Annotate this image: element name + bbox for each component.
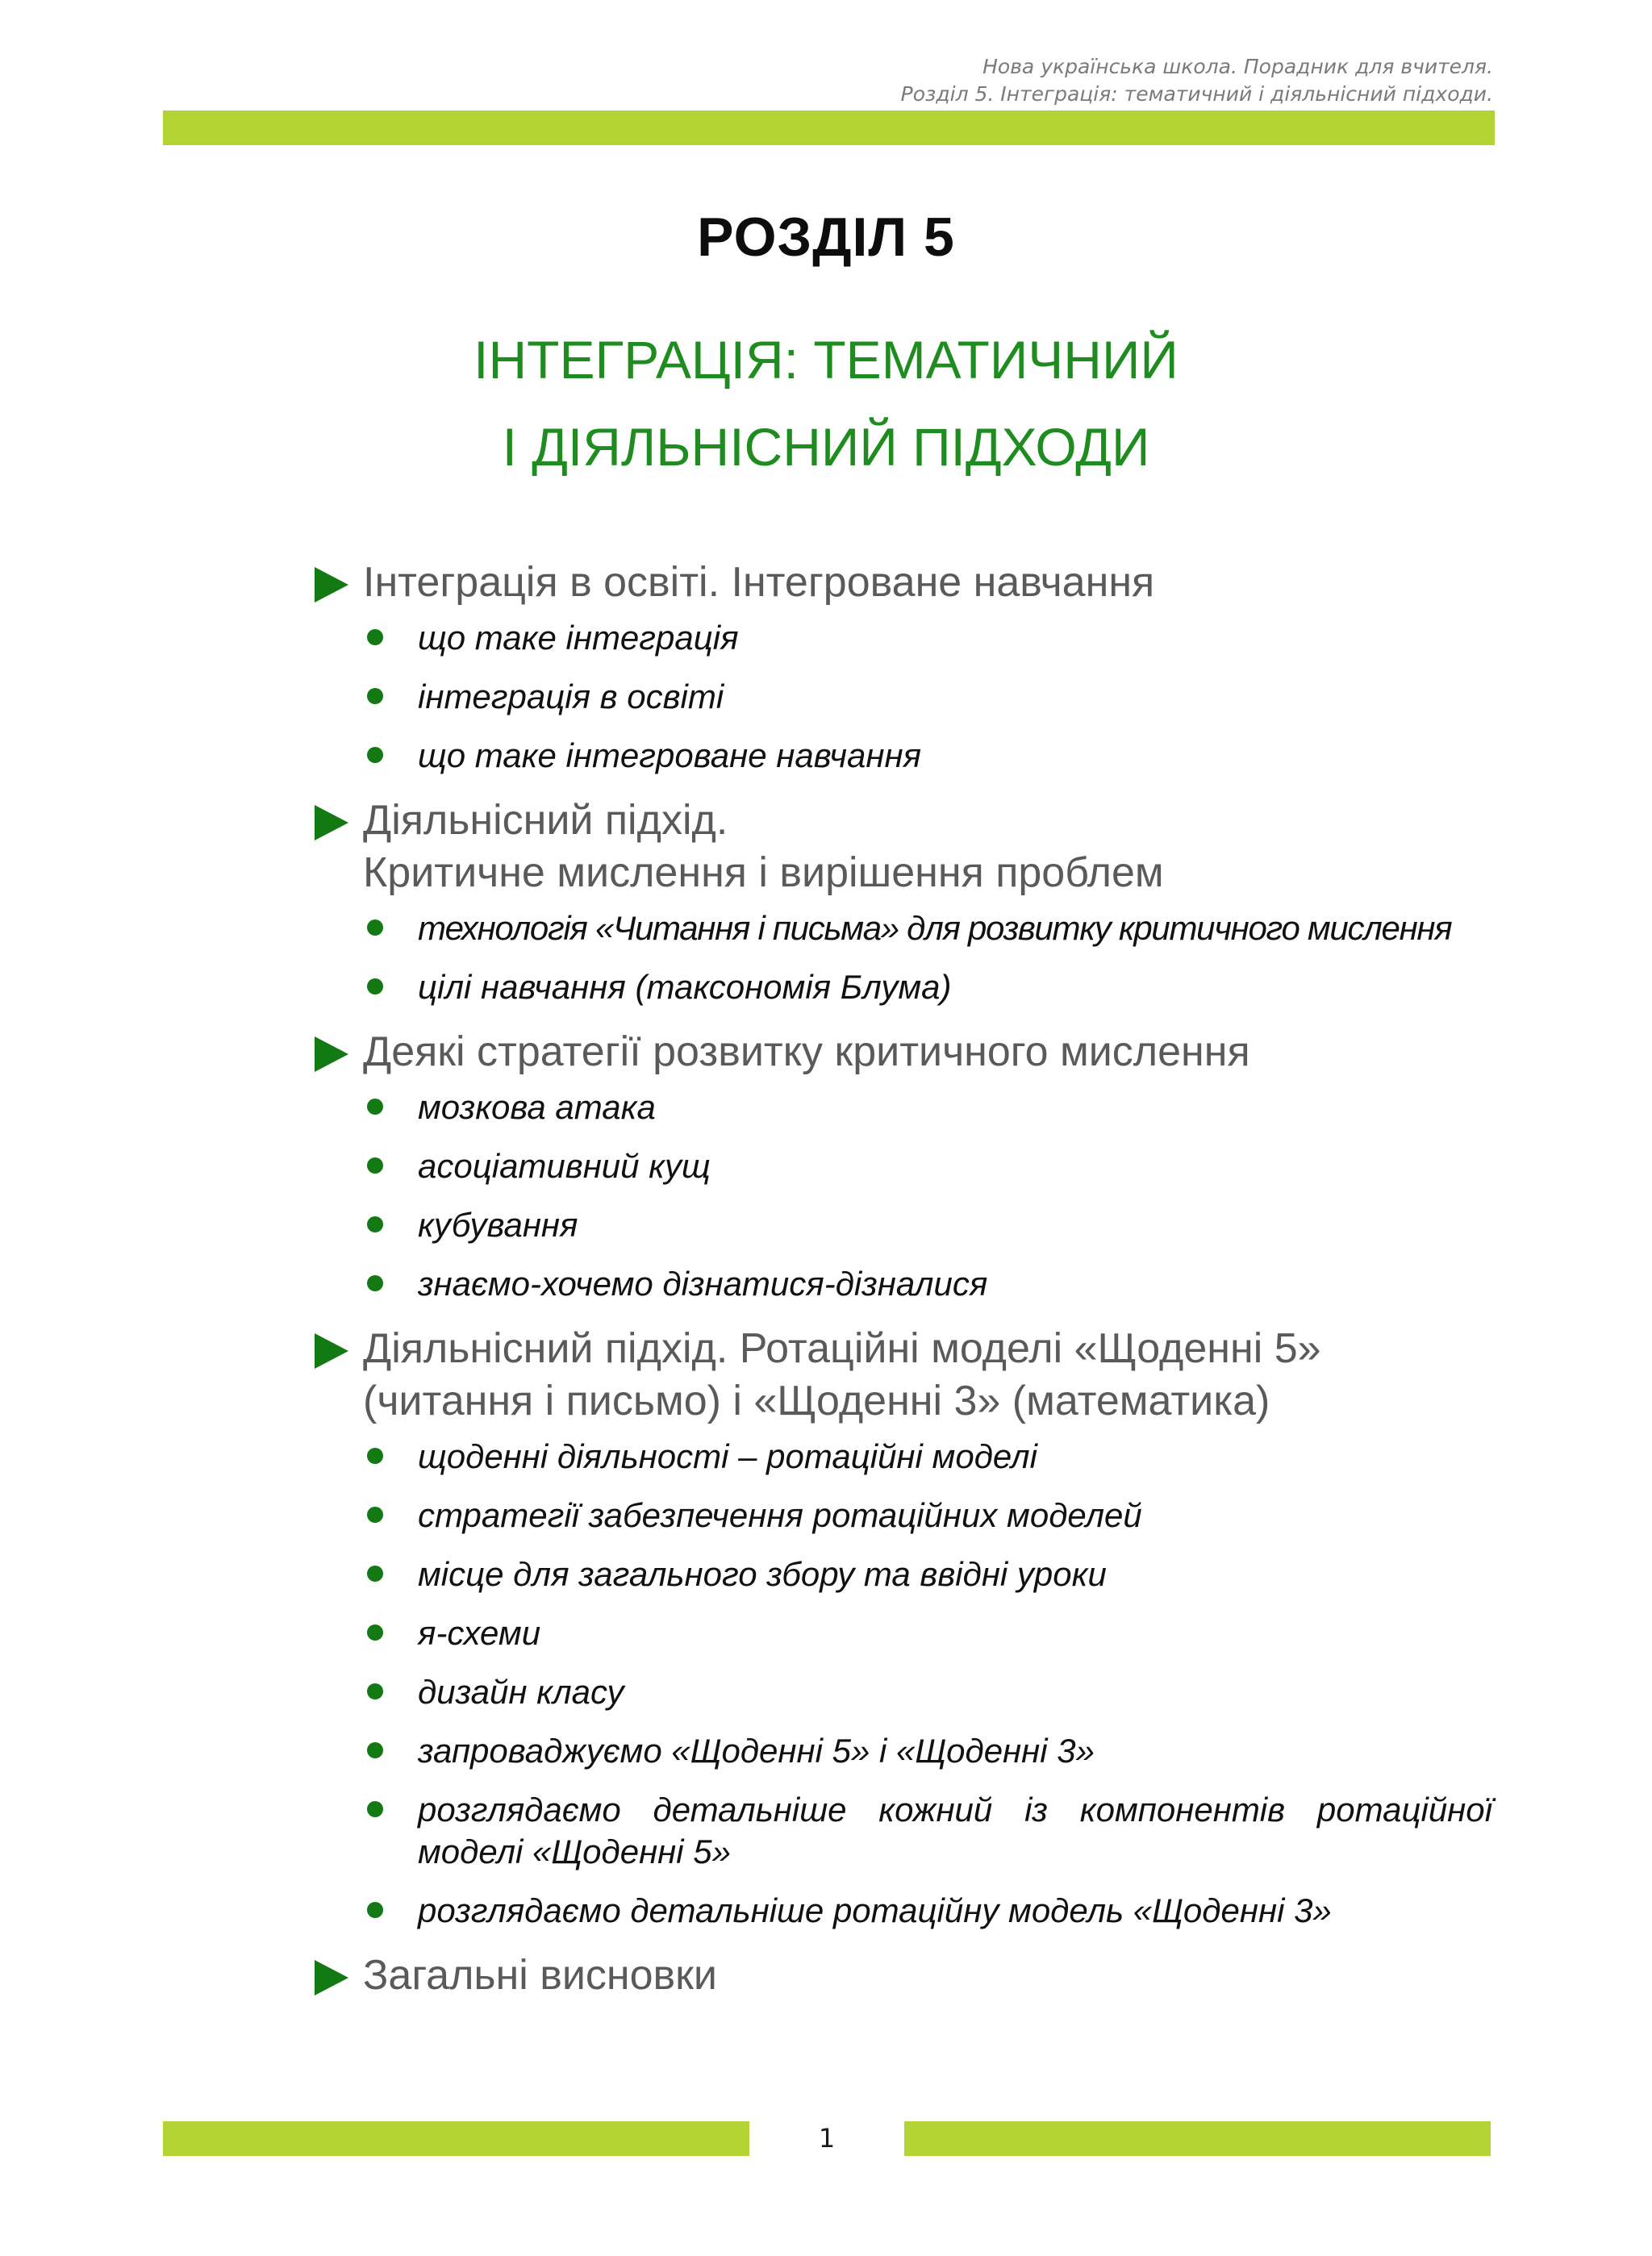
section-heading-text: Деякі стратегії розвитку критичного мислення: [363, 1028, 1250, 1075]
bullet-icon: [367, 1566, 383, 1582]
list-item: [315, 1495, 1492, 1537]
section-heading-line-2: Критичне мислення і вирішення проблем: [363, 849, 1164, 896]
list-item-text: що таке інтегроване навчання: [418, 736, 922, 774]
list-item: [315, 1086, 1492, 1128]
running-header-line-2: Розділ 5. Інтеграція: тематичний і діяльнісний підходи.: [900, 82, 1493, 106]
bullet-icon: [367, 1099, 383, 1115]
triangle-arrow-icon: [315, 1333, 348, 1369]
list-item-text: асоціативний кущ: [418, 1147, 711, 1185]
list-item: [315, 907, 1492, 949]
list-item: [315, 617, 1492, 659]
list-item-text: щоденні діяльності – ротаційні моделі: [418, 1437, 1037, 1475]
list-item: [315, 966, 1492, 1008]
bullet-icon: [367, 1624, 383, 1641]
bullet-icon: [367, 688, 383, 704]
list-item: [315, 1612, 1492, 1654]
page-number: 1: [818, 2123, 836, 2154]
table-of-contents: [315, 557, 1492, 2010]
section-items: [315, 907, 1492, 1008]
bullet-icon: [367, 1275, 383, 1291]
list-item: [315, 1671, 1492, 1713]
list-item: [315, 1730, 1492, 1772]
bullet-icon: [367, 629, 383, 645]
bullet-icon: [367, 1801, 383, 1817]
chapter-title-line-1: ІНТЕГРАЦІЯ: ТЕМАТИЧНИЙ: [473, 330, 1179, 390]
triangle-arrow-icon: [315, 1960, 348, 1995]
list-item-text: кубування: [418, 1206, 578, 1244]
chapter-label: РОЗДІЛ 5: [697, 206, 955, 268]
triangle-arrow-icon: [315, 805, 348, 840]
list-item: [315, 1436, 1492, 1478]
bullet-icon: [367, 1507, 383, 1523]
list-item-text-line-1: розглядаємо детальніше кожний із компонентів ротаційної: [418, 1791, 1492, 1829]
bullet-icon: [367, 978, 383, 995]
bullet-icon: [367, 747, 383, 763]
section-heading-text: Загальні висновки: [363, 1952, 717, 1999]
bullet-icon: [367, 1157, 383, 1174]
list-item-text: знаємо-хочемо дізнатися-дізналися: [418, 1265, 988, 1303]
toc-section-1: [315, 557, 1492, 777]
bottom-accent-bar-right: [904, 2121, 1491, 2156]
section-heading: [315, 1026, 1492, 1078]
section-heading: [315, 794, 1492, 899]
section-heading-line-1: Діяльнісний підхід. Ротаційні моделі «Щоденні 5»: [363, 1325, 1321, 1372]
section-heading-line-1: Діяльнісний підхід.: [363, 797, 728, 844]
section-heading-text: Інтеграція в освіті. Інтегроване навчання: [363, 559, 1155, 606]
list-item-text: запроваджуємо «Щоденні 5» і «Щоденні 3»: [418, 1732, 1095, 1770]
toc-section-5: [315, 1950, 1492, 2002]
bullet-icon: [367, 1742, 383, 1758]
section-heading-line-2: (читання і письмо) і «Щоденні 3» (математика): [363, 1378, 1270, 1424]
toc-section-4: [315, 1323, 1492, 1932]
section-items: [315, 1436, 1492, 1932]
section-items: [315, 1086, 1492, 1305]
chapter-title: [0, 316, 1652, 490]
list-item-text: мозкова атака: [418, 1088, 656, 1126]
list-item-text-line-2: моделі «Щоденні 5»: [418, 1833, 732, 1870]
toc-section-3: [315, 1026, 1492, 1305]
bullet-icon: [367, 919, 383, 936]
list-item: [315, 1145, 1492, 1187]
list-item-text: технологія «Читання і письма» для розвитку критичного мислення: [418, 909, 1452, 947]
section-heading: [315, 1323, 1492, 1428]
chapter-title-line-2: І ДІЯЛЬНІСНИЙ ПІДХОДИ: [502, 417, 1150, 477]
bullet-icon: [367, 1683, 383, 1699]
list-item-text: стратегії забезпечення ротаційних моделей: [418, 1496, 1142, 1534]
list-item: [315, 1890, 1492, 1932]
section-heading: [315, 1950, 1492, 2002]
list-item-text: дизайн класу: [418, 1673, 624, 1711]
list-item-text: цілі навчання (таксономія Блума): [418, 968, 952, 1006]
list-item-text: я-схеми: [418, 1614, 541, 1652]
list-item: [315, 1204, 1492, 1246]
list-item: [315, 1263, 1492, 1305]
list-item-text: місце для загального збору та ввідні уроки: [418, 1555, 1107, 1593]
toc-section-2: [315, 794, 1492, 1008]
triangle-arrow-icon: [315, 567, 348, 603]
bullet-icon: [367, 1902, 383, 1918]
bullet-icon: [367, 1448, 383, 1464]
section-items: [315, 617, 1492, 777]
running-header-line-1: Нова українська школа. Порадник для вчителя.: [982, 55, 1493, 78]
list-item: [315, 1789, 1492, 1873]
list-item: [315, 676, 1492, 718]
top-accent-bar: [163, 111, 1495, 145]
section-heading: [315, 557, 1492, 609]
list-item-text: інтеграція в освіті: [418, 678, 724, 715]
triangle-arrow-icon: [315, 1036, 348, 1072]
running-header: [364, 53, 1493, 108]
bottom-accent-bar-left: [163, 2121, 749, 2156]
list-item-text: що таке інтеграція: [418, 619, 739, 657]
list-item: [315, 1553, 1492, 1595]
list-item: [315, 735, 1492, 777]
bullet-icon: [367, 1216, 383, 1232]
list-item-text: розглядаємо детальніше ротаційну модель «Щоденні 3»: [418, 1891, 1332, 1929]
